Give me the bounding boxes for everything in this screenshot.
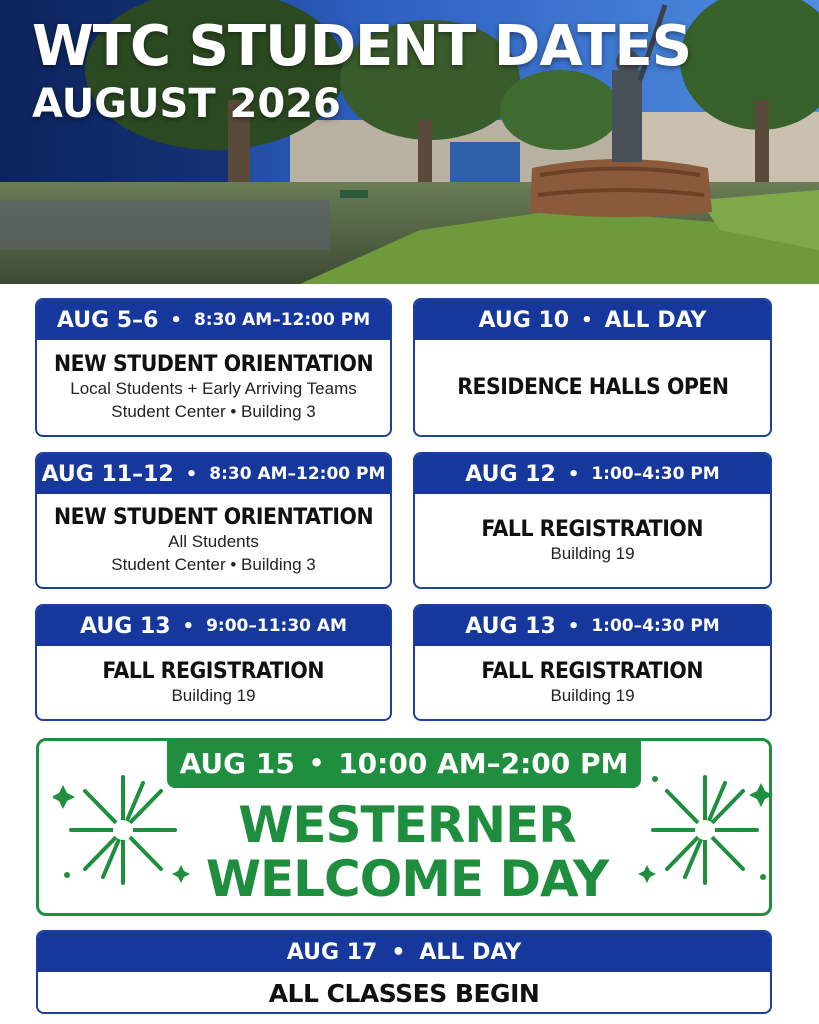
- event-time: 8:30 AM–12:00 PM: [193, 310, 371, 330]
- final-event-title: ALL CLASSES BEGIN: [268, 978, 540, 1008]
- final-event-date: AUG 17: [286, 939, 378, 965]
- event-card: [35, 298, 392, 437]
- event-time: 8:30 AM–12:00 PM: [209, 464, 386, 484]
- event-card: [35, 604, 392, 721]
- featured-event-title-line2: WELCOME DAY: [205, 850, 609, 908]
- featured-event-card: [36, 738, 772, 916]
- page-title: WTC STUDENT DATES: [32, 14, 692, 79]
- event-title: FALL REGISTRATION: [481, 516, 704, 542]
- event-card-header: [415, 454, 770, 494]
- featured-event-date: AUG 15: [179, 746, 295, 780]
- event-detail: All Students: [168, 532, 259, 551]
- featured-event-title-line1: WESTERNER: [238, 796, 576, 854]
- event-date: AUG 5–6: [56, 307, 159, 333]
- final-event-time: ALL DAY: [419, 939, 522, 965]
- event-location: Building 19: [171, 685, 256, 705]
- event-card-header: [415, 300, 770, 340]
- featured-event-header: [167, 738, 641, 788]
- event-title: NEW STUDENT ORIENTATION: [53, 505, 374, 530]
- event-date: AUG 10: [478, 307, 570, 333]
- event-card-header: [37, 300, 390, 340]
- event-title: RESIDENCE HALLS OPEN: [456, 375, 729, 400]
- separator-dot: •: [567, 615, 580, 637]
- event-card-body: [37, 494, 390, 587]
- event-time: ALL DAY: [604, 307, 707, 333]
- event-detail: Local Students + Early Arriving Teams: [70, 379, 357, 398]
- hero-title: [32, 14, 691, 128]
- firework-left-icon: [53, 765, 193, 895]
- page-subtitle: AUGUST 2026: [32, 81, 341, 127]
- separator-dot: •: [581, 309, 593, 331]
- event-card-body: [37, 340, 390, 435]
- separator-dot: •: [170, 309, 182, 331]
- event-card-body: [37, 646, 390, 719]
- event-date: AUG 13: [465, 613, 556, 639]
- event-time: 1:00–4:30 PM: [591, 616, 720, 636]
- event-card-header: [415, 606, 770, 646]
- event-date: AUG 11–12: [41, 461, 174, 487]
- event-location: Building 19: [550, 685, 635, 705]
- event-time: 1:00–4:30 PM: [591, 464, 720, 484]
- event-card: [413, 604, 772, 721]
- featured-event-time: 10:00 AM–2:00 PM: [338, 746, 629, 780]
- hero-banner: [0, 0, 819, 284]
- separator-dot: •: [182, 615, 195, 637]
- separator-dot: •: [391, 939, 406, 965]
- event-card-header: [37, 606, 390, 646]
- separator-dot: •: [567, 463, 580, 485]
- separator-dot: •: [308, 749, 325, 777]
- event-location: Student Center • Building 3: [111, 402, 316, 421]
- final-event-card: [36, 930, 772, 1014]
- event-card-body: [415, 340, 770, 435]
- event-title: FALL REGISTRATION: [481, 658, 704, 684]
- event-title: NEW STUDENT ORIENTATION: [53, 352, 374, 377]
- event-card: [35, 452, 392, 589]
- event-card-header: [37, 454, 390, 494]
- event-card: [413, 298, 772, 437]
- event-card: [413, 452, 772, 589]
- event-date: AUG 12: [465, 461, 556, 487]
- event-time: 9:00–11:30 AM: [206, 616, 347, 636]
- final-event-header: [38, 932, 770, 972]
- event-location: Student Center • Building 3: [111, 555, 316, 574]
- separator-dot: •: [185, 463, 198, 485]
- event-title: FALL REGISTRATION: [102, 658, 325, 684]
- event-card-body: [415, 494, 770, 587]
- event-card-body: [415, 646, 770, 719]
- event-location: Building 19: [550, 543, 635, 563]
- firework-right-icon: [635, 765, 775, 895]
- event-date: AUG 13: [80, 613, 171, 639]
